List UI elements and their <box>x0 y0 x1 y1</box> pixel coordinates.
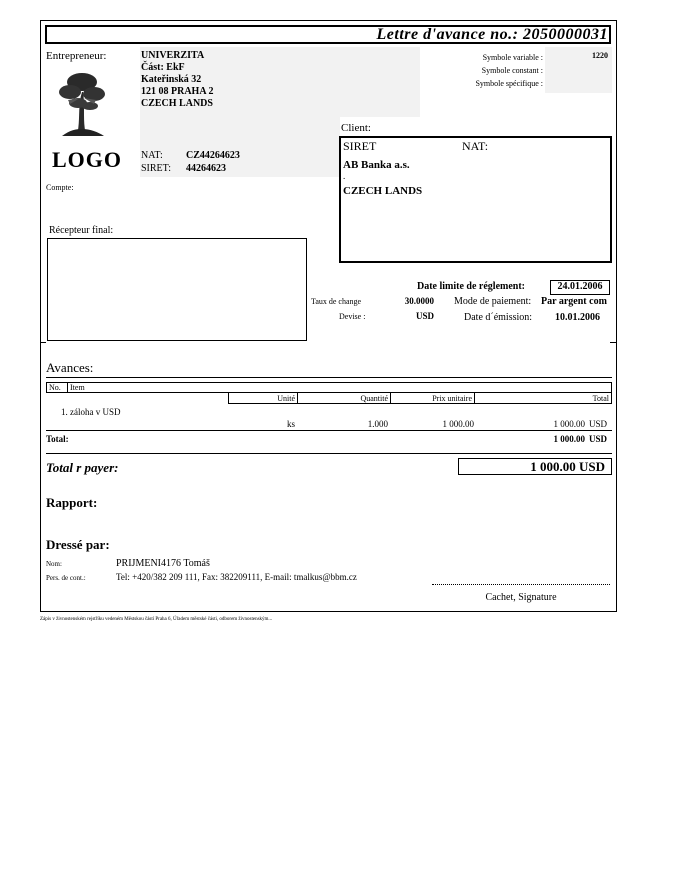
entrepreneur-line2: Část: EkF <box>141 62 185 73</box>
entrepreneur-country: CZECH LANDS <box>141 98 213 109</box>
nom-value: PRIJMENI4176 Tomáš <box>116 558 210 569</box>
col-qty-header: Quantité <box>360 394 388 403</box>
footer-note: Zápis v živnostenském rejstříku vedeném Městskou částí Praha 6, Úřadem městské části, odborem živnostenským... <box>40 617 273 622</box>
entrepreneur-address <box>141 50 214 110</box>
grand-total-value: 1 000.00 USD <box>458 458 612 475</box>
signature-label: Cachet, Signature <box>485 592 557 603</box>
logo-text: LOGO <box>52 147 123 172</box>
entrepreneur-name: UNIVERZITA <box>141 50 205 61</box>
avances-heading: Avances: <box>46 360 94 375</box>
devise-value: USD <box>415 311 434 321</box>
rapport-label: Rapport: <box>46 495 98 510</box>
row-currency: USD <box>589 419 608 429</box>
dresse-heading: Dressé par: <box>46 537 110 552</box>
due-date-value: 24.01.2006 <box>550 280 610 295</box>
exchange-rate-label: Taux de change <box>311 297 362 306</box>
logo-image <box>56 70 108 140</box>
col-item-header: Item <box>70 383 85 392</box>
exchange-rate-value: 30.0000 <box>404 296 434 306</box>
payment-mode-value: Par argent com <box>541 296 607 307</box>
col-unit-header: Unité <box>277 394 295 403</box>
symbol-variable-label: Symbole variable : <box>482 53 543 62</box>
payment-mode-label: Mode de paiement: <box>454 296 532 307</box>
signature-line <box>432 584 610 585</box>
entrepreneur-nat-label: NAT: <box>141 150 163 161</box>
total-rule-bottom <box>46 453 612 454</box>
total-value: 1 000.00 <box>553 434 585 444</box>
tree-icon <box>56 70 108 140</box>
due-date-label: Date limite de réglement: <box>417 281 526 292</box>
col-total-header: Total <box>592 394 609 403</box>
client-name: AB Banka a.s. <box>343 159 410 171</box>
recepteur-label: Récepteur final: <box>49 225 114 236</box>
item-header-divider <box>67 382 68 393</box>
col-no-header: No. <box>49 383 61 392</box>
row-price: 1 000.00 <box>442 419 474 429</box>
nom-label: Nom: <box>46 560 62 568</box>
entrepreneur-ids <box>141 149 171 175</box>
entrepreneur-city: 121 08 PRAHA 2 <box>141 86 214 97</box>
entrepreneur-nat-value: CZ44264623 <box>186 150 240 161</box>
client-nat-label: NAT: <box>462 139 489 153</box>
total-label: Total: <box>46 434 69 444</box>
client-country: CZECH LANDS <box>343 185 423 197</box>
total-currency: USD <box>589 434 608 444</box>
client-address <box>343 159 422 198</box>
compte-label: Compte: <box>46 183 74 192</box>
entrepreneur-siret-label: SIRET: <box>141 163 172 174</box>
row-desc: 1. záloha v USD <box>61 407 121 417</box>
total-rule-top <box>46 430 612 431</box>
row-qty: 1.000 <box>367 419 388 429</box>
item-header-box <box>46 382 612 393</box>
issue-date-label: Date d´émission: <box>464 312 533 323</box>
right-tick <box>610 342 617 343</box>
issue-date-value: 10.01.2006 <box>555 312 600 323</box>
col-price-header: Prix unitaire <box>432 394 472 403</box>
avances-rule <box>46 377 612 378</box>
row-total: 1 000.00 <box>553 419 585 429</box>
client-dot: . <box>343 171 346 181</box>
document-title: Lettre d'avance no.: 2050000031 <box>376 26 608 43</box>
entrepreneur-label: Entrepreneur: <box>46 50 107 62</box>
entrepreneur-siret-value: 44264623 <box>186 163 226 174</box>
left-tick <box>40 342 46 343</box>
symbol-specific-label: Symbole spécifique : <box>475 79 543 88</box>
client-label: Client: <box>341 122 371 134</box>
recepteur-box <box>47 238 307 341</box>
contact-value: Tel: +420/382 209 111, Fax: 382209111, E-mail: tmalkus@bbm.cz <box>116 572 357 582</box>
symbol-constant-label: Symbole constant : <box>481 66 543 75</box>
devise-label: Devise : <box>339 312 366 321</box>
symbol-variable-value: 1220 <box>592 51 608 60</box>
client-siret-label: SIRET <box>343 139 377 153</box>
client-box <box>339 136 612 263</box>
entrepreneur-id-values <box>186 149 240 175</box>
symbols-labels <box>420 51 543 90</box>
row-unit: ks <box>286 419 295 429</box>
contact-label: Pers. de cont.: <box>46 574 86 582</box>
grand-total-label: Total r payer: <box>46 460 119 475</box>
entrepreneur-street: Kateřinská 32 <box>141 74 202 85</box>
